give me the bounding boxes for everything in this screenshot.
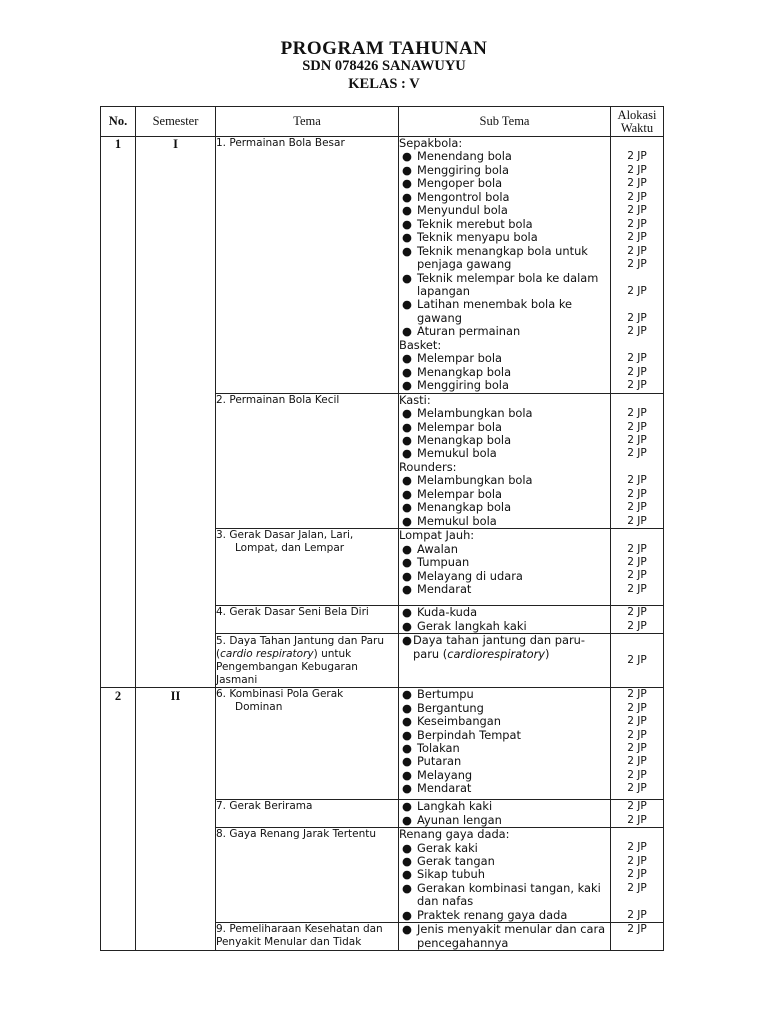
alokasi-value: 2 JP bbox=[627, 244, 647, 257]
alokasi-value: 2 JP bbox=[627, 782, 647, 795]
sub-tema-cell bbox=[399, 529, 611, 606]
sub-tema-group-label: Rounders: bbox=[399, 459, 457, 474]
tema-cell: 2. Permainan Bola Kecil bbox=[216, 393, 399, 529]
tema-line-2: Lompat, dan Lempar bbox=[235, 542, 345, 555]
bullet-icon: ● bbox=[402, 605, 412, 620]
col-header-semester: Semester bbox=[136, 107, 216, 137]
alokasi-value: 2 JP bbox=[627, 433, 647, 446]
sub-tema-item-text: Bertumpu bbox=[417, 687, 474, 702]
sub-tema-item-text: Mendarat bbox=[417, 781, 472, 796]
sub-tema-item-text: Mengoper bola bbox=[417, 176, 503, 191]
bullet-icon: ● bbox=[402, 853, 412, 868]
sub-tema-item bbox=[399, 352, 610, 365]
sub-tema-item bbox=[399, 842, 610, 855]
alokasi-value: 2 JP bbox=[627, 800, 647, 813]
sub-tema-item-text: Mengontrol bola bbox=[417, 189, 510, 204]
sub-tema-item-text: Berpindah Tempat bbox=[417, 727, 521, 742]
sub-tema-item-text: Melambungkan bola bbox=[417, 473, 533, 488]
sub-tema-item-text: Gerakan kombinasi tangan, kaki dan nafas bbox=[417, 880, 601, 909]
alokasi-value: 2 JP bbox=[627, 204, 647, 217]
sub-tema-item bbox=[399, 715, 610, 728]
tema-cell: 7. Gerak Berirama bbox=[216, 800, 399, 828]
sub-tema-item bbox=[399, 769, 610, 782]
alokasi-value: 2 JP bbox=[627, 653, 647, 666]
alokasi-cell bbox=[611, 137, 664, 394]
sub-tema-item bbox=[399, 231, 610, 244]
bullet-icon: ● bbox=[402, 700, 412, 715]
alokasi-value bbox=[611, 272, 663, 285]
sub-tema-item-text: Menendang bola bbox=[417, 149, 512, 164]
alokasi-value: 2 JP bbox=[627, 150, 647, 163]
sub-tema-item bbox=[399, 474, 610, 487]
sub-tema-cell bbox=[399, 393, 611, 529]
alokasi-cell bbox=[611, 606, 664, 634]
sub-tema-item bbox=[399, 379, 610, 392]
sub-tema-item-text: Putaran bbox=[417, 754, 462, 769]
bullet-icon: ● bbox=[402, 189, 412, 204]
alokasi-value: 2 JP bbox=[627, 582, 647, 595]
alokasi-value: 2 JP bbox=[627, 715, 647, 728]
alokasi-value: 2 JP bbox=[627, 258, 647, 271]
tema-cell: 4. Gerak Dasar Seni Bela Diri bbox=[216, 606, 399, 634]
bullet-icon: ● bbox=[402, 513, 412, 528]
bullet-icon: ● bbox=[402, 230, 412, 245]
class-label: KELAS : V bbox=[348, 76, 420, 92]
bullet-icon: ● bbox=[402, 799, 412, 814]
sub-tema-item bbox=[399, 688, 610, 701]
alokasi-value: 2 JP bbox=[627, 420, 647, 433]
bullet-icon: ● bbox=[402, 500, 412, 515]
sub-tema-item bbox=[399, 366, 610, 379]
alokasi-cell bbox=[611, 800, 664, 828]
sub-tema-item-text: Melempar bola bbox=[417, 486, 502, 501]
sub-tema-item-text: Keseimbangan bbox=[417, 714, 501, 729]
sub-tema-item-text: Menangkap bola bbox=[417, 432, 512, 447]
sub-tema-item bbox=[399, 702, 610, 715]
alokasi-value: 2 JP bbox=[627, 923, 647, 936]
sub-tema-item-text: Bergantung bbox=[417, 700, 484, 715]
sub-tema-item-text: Melempar bola bbox=[417, 351, 502, 366]
tema-line-1: 6. Kombinasi Pola Gerak bbox=[216, 688, 344, 701]
sub-tema-item bbox=[399, 298, 610, 325]
sub-tema-group-label: Renang gaya dada: bbox=[399, 827, 510, 842]
sub-tema-item bbox=[399, 729, 610, 742]
tema-cell: 8. Gaya Renang Jarak Tertentu bbox=[216, 828, 399, 923]
bullet-icon: ● bbox=[402, 922, 412, 937]
alokasi-value: 2 JP bbox=[627, 701, 647, 714]
sub-tema-item-text: Memukul bola bbox=[417, 513, 497, 528]
alokasi-cell bbox=[611, 688, 664, 800]
table-row bbox=[101, 137, 664, 394]
tema-line-1: 3. Gerak Dasar Jalan, Lari, bbox=[216, 529, 354, 542]
alokasi-value bbox=[611, 298, 663, 311]
bullet-icon: ● bbox=[402, 324, 412, 339]
sub-tema-item-text: Gerak kaki bbox=[417, 840, 478, 855]
sub-tema-item-text: Tumpuan bbox=[417, 555, 470, 570]
bullet-icon: ● bbox=[402, 162, 412, 177]
sub-tema-cell bbox=[399, 828, 611, 923]
alokasi-value: 2 JP bbox=[627, 311, 647, 324]
alokasi-value: 2 JP bbox=[627, 365, 647, 378]
bullet-icon: ● bbox=[402, 740, 412, 755]
bullet-icon: ● bbox=[402, 270, 412, 285]
alokasi-value: 2 JP bbox=[627, 474, 647, 487]
sub-tema-item bbox=[399, 164, 610, 177]
sub-tema-item bbox=[399, 218, 610, 231]
sub-tema-item-text: Memukul bola bbox=[417, 446, 497, 461]
sub-tema-item bbox=[399, 923, 610, 950]
bullet-icon: ● bbox=[402, 243, 412, 258]
sub-tema-item-text: Menggiring bola bbox=[417, 162, 509, 177]
bullet-icon: ● bbox=[402, 714, 412, 729]
sub-tema-item bbox=[399, 855, 610, 868]
bullet-icon: ● bbox=[402, 406, 412, 421]
sub-tema-item-text: Ayunan lengan bbox=[417, 812, 502, 827]
alokasi-value: 2 JP bbox=[627, 768, 647, 781]
sub-tema-item bbox=[399, 488, 610, 501]
sub-tema-item-text: Teknik menangkap bola untuk penjaga gawang bbox=[417, 243, 588, 272]
alokasi-value: 2 JP bbox=[627, 190, 647, 203]
sub-tema-item bbox=[399, 755, 610, 768]
sub-tema-item-text: Sikap tubuh bbox=[417, 867, 485, 882]
tema-text: 5. Daya Tahan Jantung dan Paru bbox=[216, 635, 385, 648]
alokasi-value: 2 JP bbox=[627, 407, 647, 420]
alokasi-cell bbox=[611, 634, 664, 688]
bullet-icon: ● bbox=[402, 767, 412, 782]
sub-tema-group-label: Sepakbola: bbox=[399, 136, 463, 150]
alokasi-value: 2 JP bbox=[627, 352, 647, 365]
sub-tema-group-label: Kasti: bbox=[399, 392, 431, 407]
sub-tema-item-text: Teknik melempar bola ke dalam lapangan bbox=[417, 270, 599, 298]
document-title: PROGRAM TAHUNAN bbox=[280, 38, 488, 59]
alokasi-value: 2 JP bbox=[627, 542, 647, 555]
sub-tema-item-text: Menangkap bola bbox=[417, 500, 512, 515]
bullet-icon: ● bbox=[402, 446, 412, 461]
sub-tema-item bbox=[399, 434, 610, 447]
bullet-icon: ● bbox=[402, 907, 412, 922]
alokasi-value: 2 JP bbox=[627, 556, 647, 569]
alokasi-cell bbox=[611, 393, 664, 529]
sub-tema-item bbox=[399, 882, 610, 909]
bullet-icon: ● bbox=[402, 176, 412, 191]
col-header-tema: Tema bbox=[216, 107, 399, 137]
sub-tema-item-text: Praktek renang gaya dada bbox=[417, 907, 568, 922]
alokasi-value: 2 JP bbox=[627, 908, 647, 921]
bullet-icon: ● bbox=[402, 419, 412, 434]
sub-tema-item bbox=[399, 447, 610, 460]
sub-tema-item bbox=[399, 620, 610, 633]
sub-tema-item-text: Awalan bbox=[417, 541, 458, 556]
sub-tema-item bbox=[399, 782, 610, 795]
table-row bbox=[101, 688, 664, 800]
sub-tema-item-text: Jenis menyakit menular dan cara pencegahannya bbox=[417, 922, 606, 950]
bullet-icon: ● bbox=[402, 781, 412, 796]
sub-tema-item-text: Melayang di udara bbox=[417, 568, 523, 583]
alokasi-value bbox=[611, 461, 663, 474]
sub-tema-item bbox=[399, 191, 610, 204]
alokasi-value: 2 JP bbox=[627, 569, 647, 582]
sub-tema-item bbox=[399, 742, 610, 755]
bullet-icon: ● bbox=[402, 880, 412, 895]
sub-tema-cell bbox=[399, 923, 611, 951]
bullet-icon: ● bbox=[402, 754, 412, 769]
bullet-icon: ● bbox=[402, 727, 412, 742]
alokasi-value: 2 JP bbox=[627, 177, 647, 190]
alokasi-value: 2 JP bbox=[627, 841, 647, 854]
semester-cell: I bbox=[136, 137, 216, 688]
bullet-icon: ● bbox=[402, 364, 412, 379]
alokasi-value: 2 JP bbox=[627, 325, 647, 338]
tema-cell bbox=[216, 688, 399, 800]
bullet-icon: ● bbox=[402, 216, 412, 231]
sub-tema-group-label: Basket: bbox=[399, 337, 442, 352]
sub-tema-item bbox=[399, 800, 610, 813]
sub-tema-item bbox=[399, 814, 610, 827]
alokasi-value: 2 JP bbox=[627, 514, 647, 527]
alokasi-cell bbox=[611, 923, 664, 951]
alokasi-value: 2 JP bbox=[627, 728, 647, 741]
alokasi-value: 2 JP bbox=[627, 231, 647, 244]
bullet-icon: ● bbox=[402, 473, 412, 488]
sub-tema-item-text: Gerak tangan bbox=[417, 853, 495, 868]
sub-tema-item-text: Melayang bbox=[417, 767, 473, 782]
tema-cell: 1. Permainan Bola Besar bbox=[216, 137, 399, 394]
alokasi-value: 2 JP bbox=[627, 854, 647, 867]
sub-tema-item bbox=[399, 543, 610, 556]
sub-tema-cell bbox=[399, 800, 611, 828]
col-header-no: No. bbox=[101, 107, 136, 137]
sub-tema-item bbox=[399, 150, 610, 163]
sub-tema-item bbox=[399, 325, 610, 338]
sub-tema-item bbox=[399, 556, 610, 569]
tema-line-2: Dominan bbox=[235, 701, 283, 714]
sub-tema-item-text: Menyundul bola bbox=[417, 203, 508, 218]
sub-tema-item bbox=[399, 909, 610, 922]
alokasi-value: 2 JP bbox=[627, 487, 647, 500]
annual-program-table bbox=[100, 106, 664, 951]
sub-tema-item bbox=[399, 583, 610, 596]
bullet-icon: ● bbox=[402, 378, 412, 393]
sub-tema-item-text: Melempar bola bbox=[417, 419, 502, 434]
alokasi-value: 2 JP bbox=[627, 217, 647, 230]
sub-tema-item bbox=[399, 570, 610, 583]
sub-tema-item-text: Teknik merebut bola bbox=[417, 216, 533, 231]
sub-tema-item bbox=[399, 421, 610, 434]
sub-tema-item bbox=[399, 501, 610, 514]
bullet-icon: ● bbox=[402, 351, 412, 366]
sub-tema-item-text: Gerak langkah kaki bbox=[417, 618, 527, 633]
sub-tema-item bbox=[399, 868, 610, 881]
bullet-icon: ● bbox=[402, 618, 412, 633]
sub-tema-item-text: Latihan menembak bola ke gawang bbox=[417, 297, 573, 325]
bullet-icon: ● bbox=[402, 486, 412, 501]
bullet-icon: ● bbox=[402, 840, 412, 855]
alokasi-value: 2 JP bbox=[627, 163, 647, 176]
sub-tema-item bbox=[399, 272, 610, 299]
sub-tema-cell bbox=[399, 137, 611, 394]
sub-tema-group-label: Lompat Jauh: bbox=[399, 528, 475, 543]
sub-tema-item bbox=[399, 204, 610, 217]
bullet-icon: ● bbox=[402, 149, 412, 164]
col-header-sub-tema: Sub Tema bbox=[399, 107, 611, 137]
sub-tema-item bbox=[399, 606, 610, 619]
sub-tema-italic: cardiorespiratory bbox=[447, 646, 546, 661]
alokasi-value: 2 JP bbox=[627, 447, 647, 460]
bullet-icon: ● bbox=[402, 581, 412, 596]
sub-tema-item-text: Kuda-kuda bbox=[417, 605, 478, 620]
bullet-icon: ● bbox=[402, 432, 412, 447]
tema-cell: 5. Daya Tahan Jantung dan Paru (cardio respiratory) untuk Pengembangan Kebugaran Jasmani bbox=[216, 634, 399, 688]
row-number: 2 bbox=[101, 688, 136, 951]
bullet-icon: ● bbox=[402, 687, 412, 702]
sub-tema-item bbox=[399, 515, 610, 528]
bullet-icon: ● bbox=[402, 297, 412, 312]
alokasi-value: 2 JP bbox=[627, 619, 647, 632]
alokasi-cell bbox=[611, 529, 664, 606]
sub-tema-item bbox=[399, 245, 610, 272]
row-number: 1 bbox=[101, 137, 136, 688]
alokasi-value: 2 JP bbox=[627, 688, 647, 701]
alokasi-value: 2 JP bbox=[627, 606, 647, 619]
alokasi-value: 2 JP bbox=[627, 881, 647, 894]
alokasi-value: 2 JP bbox=[627, 501, 647, 514]
sub-tema-item-text: Menangkap bola bbox=[417, 364, 512, 379]
school-name: SDN 078426 SANAWUYU bbox=[302, 58, 466, 74]
sub-tema-item-text: Aturan permainan bbox=[417, 324, 521, 339]
sub-tema-item-text: Mendarat bbox=[417, 581, 472, 596]
sub-tema-item bbox=[399, 177, 610, 190]
bullet-icon: ● bbox=[402, 633, 412, 648]
alokasi-value: 2 JP bbox=[627, 813, 647, 826]
sub-tema-cell bbox=[399, 688, 611, 800]
table-header-row bbox=[101, 107, 664, 137]
semester-cell: II bbox=[136, 688, 216, 951]
sub-tema-item-text: Menggiring bola bbox=[417, 378, 509, 393]
tema-italic: cardio respiratory bbox=[220, 648, 314, 661]
sub-tema-text: Daya tahan jantung dan paru-paru bbox=[413, 633, 585, 661]
alokasi-value bbox=[611, 339, 663, 352]
tema-text-rest: untuk Pengembangan Kebugaran Jasmani bbox=[216, 648, 358, 687]
alokasi-value: 2 JP bbox=[627, 741, 647, 754]
sub-tema-item bbox=[399, 407, 610, 420]
bullet-icon: ● bbox=[402, 812, 412, 827]
alokasi-value: 2 JP bbox=[627, 755, 647, 768]
sub-tema-item-text: Tolakan bbox=[417, 740, 460, 755]
bullet-icon: ● bbox=[402, 867, 412, 882]
alokasi-value: 2 JP bbox=[627, 868, 647, 881]
bullet-icon: ● bbox=[402, 568, 412, 583]
sub-tema-item-text: Melambungkan bola bbox=[417, 406, 533, 421]
sub-tema-cell bbox=[399, 606, 611, 634]
bullet-icon: ● bbox=[402, 541, 412, 556]
alokasi-cell bbox=[611, 828, 664, 923]
sub-tema-item-text: Teknik menyapu bola bbox=[417, 230, 538, 245]
alokasi-value: 2 JP bbox=[627, 379, 647, 392]
sub-tema-cell: ● Daya tahan jantung dan paru-paru (cardiorespiratory) bbox=[399, 634, 611, 688]
col-header-alokasi: Alokasi Waktu bbox=[611, 107, 664, 137]
bullet-icon: ● bbox=[402, 555, 412, 570]
tema-cell: 9. Pemeliharaan Kesehatan dan Penyakit Menular dan Tidak bbox=[216, 923, 399, 951]
tema-cell bbox=[216, 529, 399, 606]
alokasi-value: 2 JP bbox=[627, 284, 647, 297]
bullet-icon: ● bbox=[402, 203, 412, 218]
alokasi-value bbox=[611, 895, 663, 908]
sub-tema-item-text: Langkah kaki bbox=[417, 799, 493, 814]
